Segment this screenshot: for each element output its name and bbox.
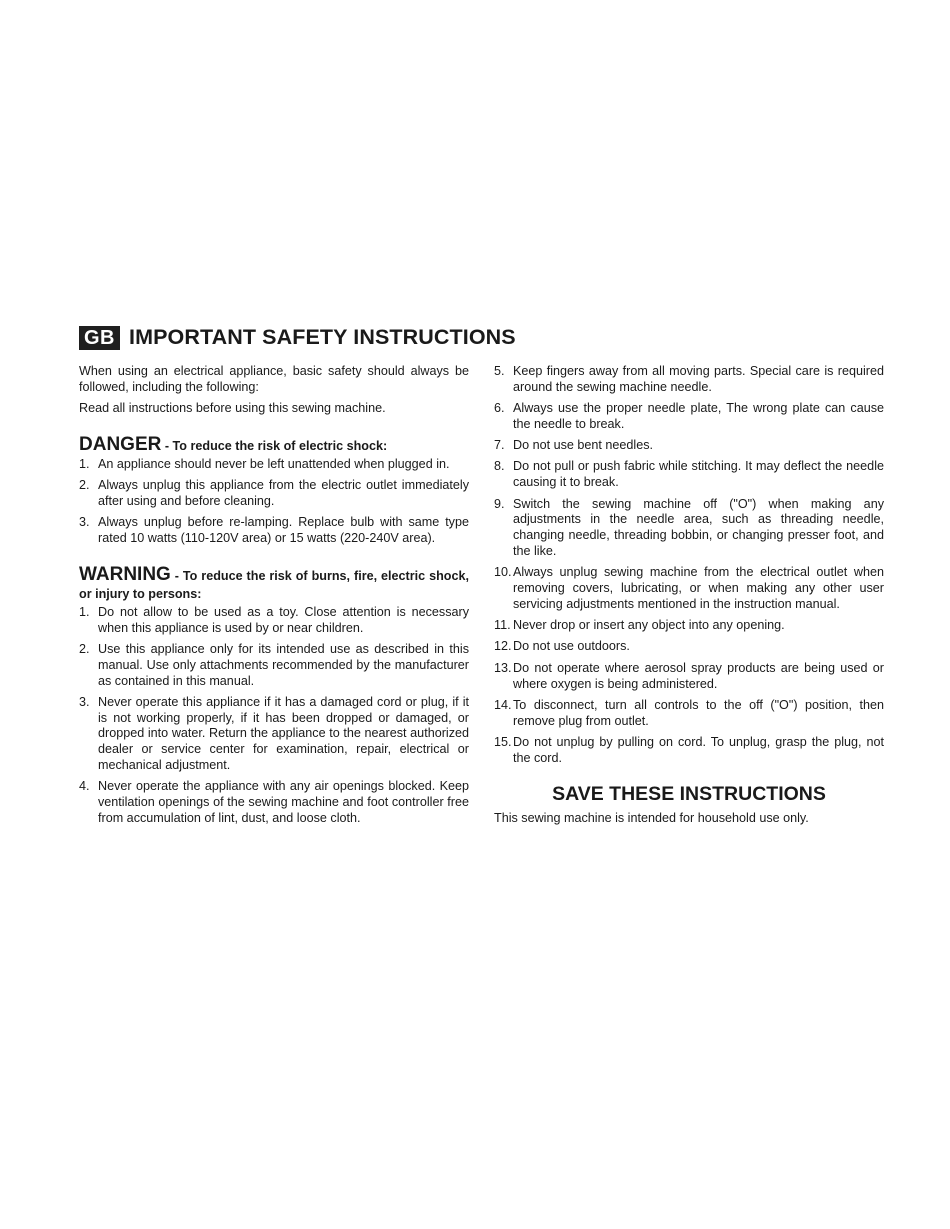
list-item: 11. Never drop or insert any object into any opening. [494,618,785,633]
list-item: 14. To disconnect, turn all controls to the off ("O") position, then remove plug from outlet. [494,697,884,728]
save-instructions-heading: SAVE THESE INSTRUCTIONS [552,782,826,805]
page-header [79,325,516,350]
page-title: IMPORTANT SAFETY INSTRUCTIONS [129,325,516,349]
intro-paragraph: When using an electrical appliance, basic safety should always be followed, including the following: [79,364,469,394]
left-column [79,364,469,832]
list-item: 2. Always unplug this appliance from the electric outlet immediately after using and before cleaning. [79,478,469,508]
language-badge: GB [79,326,120,350]
warning-heading [79,563,469,603]
list-item: 5. Keep fingers away from all moving parts. Special care is required around the sewing machine needle. [494,364,884,394]
warning-list [79,605,469,827]
intro-paragraph: Read all instructions before using this sewing machine. [79,401,386,416]
right-column [494,364,884,833]
danger-list [79,457,469,547]
list-item: 12. Do not use outdoors. [494,639,630,654]
list-item: 3. Never operate this appliance if it has a damaged cord or plug, if it is not working properly, if it has been dropped or damaged, or dropped into water. Return the appliance to the nearest authorized dealer or service center for examination, repair, electrical or mechanical adjustment. [79,694,469,773]
danger-subtitle: - To reduce the risk of electric shock: [161,438,388,453]
warning-subtitle: - To reduce the risk of burns, fire, electric shock, or injury to persons: [79,568,469,601]
list-item: 6. Always use the proper needle plate, The wrong plate can cause the needle to break. [494,401,884,431]
continued-list [494,364,884,767]
list-item: 13. Do not operate where aerosol spray products are being used or where oxygen is being administered. [494,660,884,691]
list-item: 1. Do not allow to be used as a toy. Close attention is necessary when this appliance is used by or near children. [79,604,469,635]
list-item: 3. Always unplug before re-lamping. Replace bulb with same type rated 10 watts (110-120V area) or 15 watts (220-240V area). [79,515,469,546]
danger-heading [79,433,469,455]
list-item: 4. Never operate the appliance with any air openings blocked. Keep ventilation openings of the sewing machine and foot controller free from accumulation of lint, dust, and loose cloth. [79,779,469,825]
list-item: 1. An appliance should never be left unattended when plugged in. [79,456,450,471]
list-item: 9. Switch the sewing machine off ("O") when making any adjustments in the needle area, such as threading needle, changing needle, threading bobbin, or changing presser foot, and the like. [494,496,884,558]
list-item: 10. Always unplug sewing machine from the electrical outlet when removing covers, lubricating, or when making any other user servicing adjustments mentioned in the instruction manual. [494,565,884,611]
danger-label: DANGER [79,433,162,455]
list-item: 8. Do not pull or push fabric while stitching. It may deflect the needle causing it to break. [494,459,884,490]
list-item: 2. Use this appliance only for its intended use as described in this manual. Use only attachments recommended by the manufacturer as contained in this manual. [79,641,469,688]
list-item: 7. Do not use bent needles. [494,438,654,453]
list-item: 15. Do not unplug by pulling on cord. To unplug, grasp the plug, not the cord. [494,734,884,765]
household-use-note: This sewing machine is intended for household use only. [494,811,809,826]
warning-label: WARNING [79,563,171,585]
